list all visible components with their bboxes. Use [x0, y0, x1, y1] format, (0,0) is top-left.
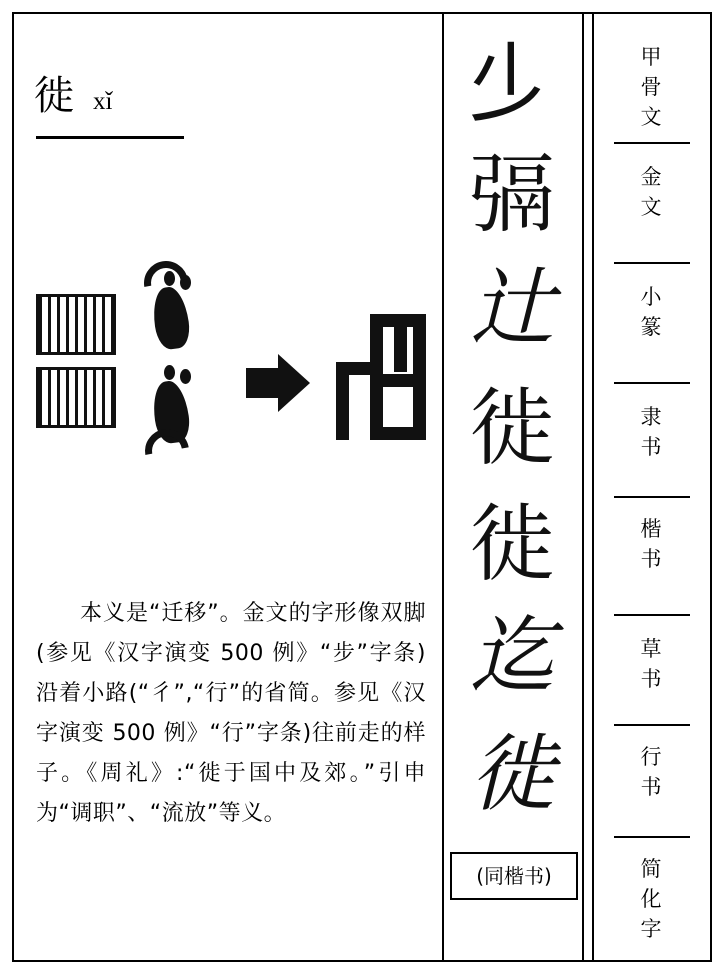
arrow-shaft — [246, 368, 280, 398]
divider-mid — [582, 14, 584, 960]
toe-lower-1 — [164, 365, 175, 380]
calligraphy-sample-regular: 徙 — [469, 495, 554, 593]
calligraphy-sample-oracle-bone: 𣥂 — [469, 35, 555, 135]
script-label-simplified-char-1: 简 — [640, 857, 664, 881]
script-style-label-column — [592, 14, 712, 960]
explanation-text: 本义是“迁移”。金文的字形像双脚(参见《汉字演变 500 例》“步”字条)沿着小路(“彳”,“行”的省简。参见《汉字演变 500 例》“行”字条)往前走的样子。《周礼》:“徙于国中及郊。”引申为“调职”、“流放”等义。 — [36, 601, 426, 826]
entry-main-column — [14, 14, 442, 960]
script-label-clerical-char-1: 隶 — [640, 405, 664, 429]
script-label-oracle-bone-char-1: 甲 — [640, 45, 664, 69]
script-label-bronze — [592, 162, 712, 222]
seal-script-glyph — [334, 314, 426, 444]
script-label-bronze-char-2: 文 — [640, 195, 664, 219]
script-label-regular-char-2: 书 — [640, 547, 664, 571]
same-as-regular-note: (同楷书) — [450, 852, 578, 900]
script-label-running — [592, 742, 712, 802]
label-separator-6 — [614, 836, 690, 838]
script-label-regular — [592, 514, 712, 574]
calligraphy-sample-bronze: 㣂 — [469, 145, 555, 245]
script-label-clerical — [592, 402, 712, 462]
calligraphy-sample-cursive: 迄 — [469, 607, 554, 705]
seal-stroke-5 — [394, 314, 407, 372]
toe-lower-2 — [180, 369, 191, 384]
calligraphy-sample-clerical: 徙 — [469, 379, 554, 477]
label-separator-0 — [614, 142, 690, 144]
label-separator-4 — [614, 614, 690, 616]
script-label-oracle-bone — [592, 42, 712, 132]
script-label-small-seal-char-2: 篆 — [640, 315, 664, 339]
headword-character: 徙 — [34, 73, 75, 119]
script-label-bronze-char-1: 金 — [640, 165, 664, 189]
script-label-regular-char-1: 楷 — [640, 517, 664, 541]
label-separator-3 — [614, 496, 690, 498]
headword-pinyin: xǐ — [93, 88, 113, 115]
script-label-cursive-char-2: 书 — [640, 667, 664, 691]
calligraphy-column — [442, 14, 582, 960]
path-stroke-lower — [36, 367, 116, 428]
headword-row — [34, 73, 113, 119]
ankle-upper — [135, 252, 196, 313]
seal-stroke-9 — [370, 427, 426, 440]
script-label-running-char-1: 行 — [640, 745, 664, 769]
entry-frame — [12, 12, 712, 962]
path-stroke-upper — [36, 294, 116, 355]
calligraphy-sample-small-seal: 辻 — [469, 259, 554, 357]
headword-underline — [36, 136, 184, 139]
script-label-oracle-bone-char-3: 文 — [640, 105, 664, 129]
script-label-simplified — [592, 854, 712, 944]
script-label-cursive-char-1: 草 — [640, 637, 664, 661]
label-separator-1 — [614, 262, 690, 264]
label-separator-5 — [614, 724, 690, 726]
script-label-simplified-char-2: 化 — [640, 887, 664, 911]
calligraphy-sample-running: 徙 — [469, 725, 554, 823]
label-separator-2 — [614, 382, 690, 384]
script-label-small-seal-char-1: 小 — [640, 285, 664, 309]
script-label-simplified-char-3: 字 — [640, 917, 664, 941]
script-label-small-seal — [592, 282, 712, 342]
script-label-running-char-2: 书 — [640, 775, 664, 799]
script-label-clerical-char-2: 书 — [640, 435, 664, 459]
script-label-oracle-bone-char-2: 骨 — [640, 75, 664, 99]
arrow-head — [278, 354, 310, 412]
script-label-cursive — [592, 634, 712, 694]
glyph-evolution-illustration — [14, 259, 442, 549]
